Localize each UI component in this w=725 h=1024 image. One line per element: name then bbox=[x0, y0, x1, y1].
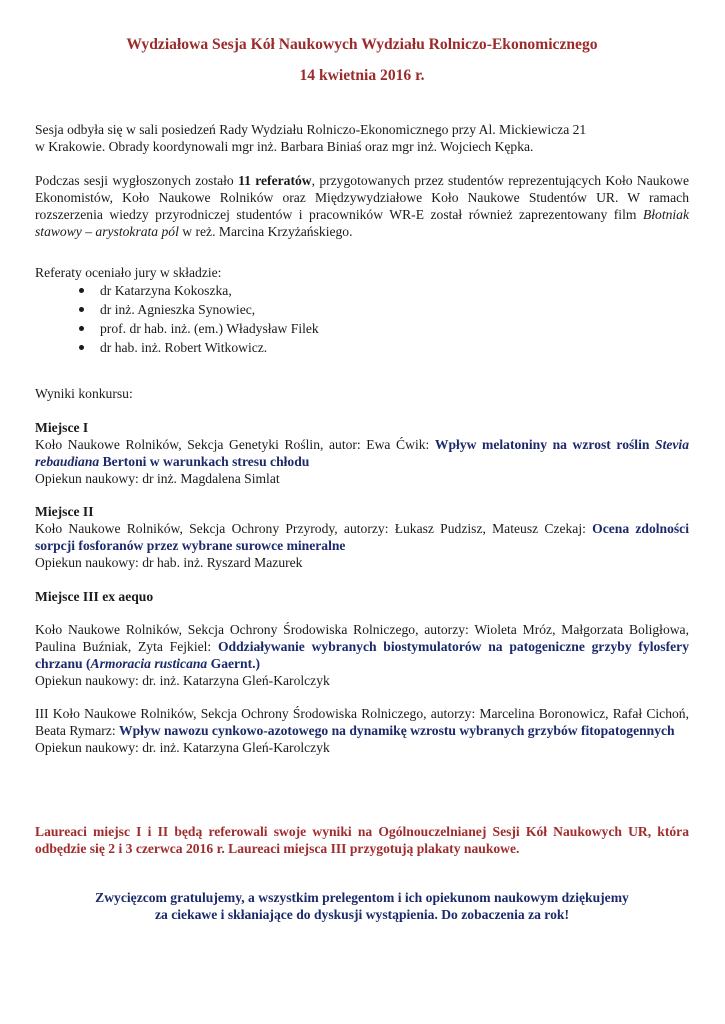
place-1-label: Miejsce I bbox=[35, 420, 89, 435]
place-2-title: Ocena zdolności sorpcji fosforanów przez wybrane surowce mineralne bbox=[35, 521, 689, 553]
jury-member: dr inż. Agnieszka Synowiec, bbox=[35, 300, 689, 319]
jury-member: prof. dr hab. inż. (em.) Władysław Filek bbox=[35, 319, 689, 338]
place-3-entry-2-advisor: Opiekun naukowy: dr. inż. Katarzyna Gleń-Karolczyk bbox=[35, 740, 330, 755]
place-2-entry: Koło Naukowe Rolników, Sekcja Ochrony Przyrody, autorzy: Łukasz Pudzisz, Mateusz Czekaj: Ocena zdolności sorpcji fosforanów przez wybrane surowce mineralne bbox=[35, 521, 689, 553]
jury-intro: Referaty oceniało jury w składzie: bbox=[35, 265, 222, 280]
place-3-entry-2: III Koło Naukowe Rolników, Sekcja Ochrony Środowiska Rolniczego, autorzy: Marcelina Boronowicz, Rafał Cichoń, Beata Rymarz: Wpływ nawozu cynkowo-azotowego na dynamikę wzrostu wybranych grzybów fitopatogennych Opiekun naukowy: dr. inż. Katarzyna Gleń-Karolczyk bbox=[35, 706, 689, 755]
place-3-entry-1: Koło Naukowe Rolników, Sekcja Ochrony Środowiska Rolniczego, autorzy: Wioleta Mróz, Małgorzata Boligłowa, Paulina Buźniak, Zyta Fejkiel: Oddziaływanie wybranych biostymulatorów na patogeniczne grzyby fylosfery chrzanu (Armoracia rusticana Gaernt.) Opiekun naukowy: dr. inż. Katarzyna Gleń-Karolczyk bbox=[35, 622, 689, 688]
closing-line-1: Zwycięzcom gratulujemy, a wszystkim prelegentom i ich opiekunom naukowym dziękujemy bbox=[95, 890, 629, 905]
results-heading: Wyniki konkursu: bbox=[35, 386, 133, 401]
place-3-entry-1-advisor: Opiekun naukowy: dr. inż. Katarzyna Gleń-Karolczyk bbox=[35, 673, 330, 688]
summary-text-1: Podczas sesji wygłoszonych zostało bbox=[35, 173, 239, 188]
bullet-icon bbox=[79, 345, 84, 350]
place-1-advisor: Opiekun naukowy: dr inż. Magdalena Simlat bbox=[35, 471, 280, 486]
place-1-entry: Koło Naukowe Rolników, Sekcja Genetyki Roślin, autor: Ewa Ćwik: Wpływ melatoniny na wzrost roślin Stevia rebaudiana Bertoni w warunkach stresu chłodu bbox=[35, 437, 689, 469]
film-title: Błotniak stawowy – arystokrata pól bbox=[35, 207, 689, 239]
place-2-label: Miejsce II bbox=[35, 504, 94, 519]
place-2-advisor: Opiekun naukowy: dr hab. inż. Ryszard Mazurek bbox=[35, 555, 303, 570]
intro-line-2: w Krakowie. Obrady koordynowali mgr inż. Barbara Biniaś oraz mgr inż. Wojciech Kępka. bbox=[35, 139, 534, 154]
bullet-icon bbox=[79, 288, 84, 293]
jury-member: dr hab. inż. Robert Witkowicz. bbox=[35, 338, 689, 357]
closing-message bbox=[35, 889, 689, 923]
laureates-note: Laureaci miejsc I i II będą referowali swoje wyniki na Ogólnouczelnianej Sesji Kół Naukowych UR, która odbędzie się 2 i 3 czerwca 2016 r. Laureaci miejsca III przygotują plakaty naukowe. bbox=[35, 824, 689, 856]
jury-member: dr Katarzyna Kokoszka, bbox=[35, 281, 689, 300]
jury-list bbox=[35, 281, 689, 357]
jury-section bbox=[35, 264, 689, 357]
closing-line-2: za ciekawe i skłaniające do dyskusji wystąpienia. Do zobaczenia za rok! bbox=[155, 907, 569, 922]
place-2-section bbox=[35, 503, 689, 571]
summary-text-3: w reż. Marcina Krzyżańskiego. bbox=[178, 224, 353, 239]
paper-count: 11 referatów bbox=[238, 173, 312, 188]
summary-paragraph bbox=[35, 172, 689, 240]
document-title: Wydziałowa Sesja Kół Naukowych Wydziału Rolniczo-Ekonomicznego bbox=[126, 36, 598, 53]
intro-line-1: Sesja odbyła się w sali posiedzeń Rady Wydziału Rolniczo-Ekonomicznego przy Al. Mickiewicza 21 bbox=[35, 122, 587, 137]
bullet-icon bbox=[79, 307, 84, 312]
place-3-label: Miejsce III ex aequo bbox=[35, 589, 154, 604]
place-1-title: Wpływ melatoniny na wzrost roślin Stevia rebaudiana Bertoni w warunkach stresu chłodu bbox=[35, 437, 689, 469]
session-date: 14 kwietnia 2016 r. bbox=[299, 67, 425, 84]
place-1-section bbox=[35, 419, 689, 487]
bullet-icon bbox=[79, 326, 84, 331]
place-3-entry-2-title: Wpływ nawozu cynkowo-azotowego na dynamikę wzrostu wybranych grzybów fitopatogennych bbox=[119, 723, 675, 738]
place-3-entry-1-title: Oddziaływanie wybranych biostymulatorów na patogeniczne grzyby fylosfery chrzanu (Armoracia rusticana Gaernt.) bbox=[35, 639, 689, 671]
intro-paragraph bbox=[35, 121, 689, 155]
summary-text-2: , przygotowanych przez studentów reprezentujących Koło Naukowe Ekonomistów, Koło Naukowe Rolników oraz Międzywydziałowe Koło Naukowe Studentów UR. W ramach rozszerzenia wiedzy przyrodniczej studentów i pracowników WR-E został również zaprezentowany film bbox=[35, 173, 689, 222]
